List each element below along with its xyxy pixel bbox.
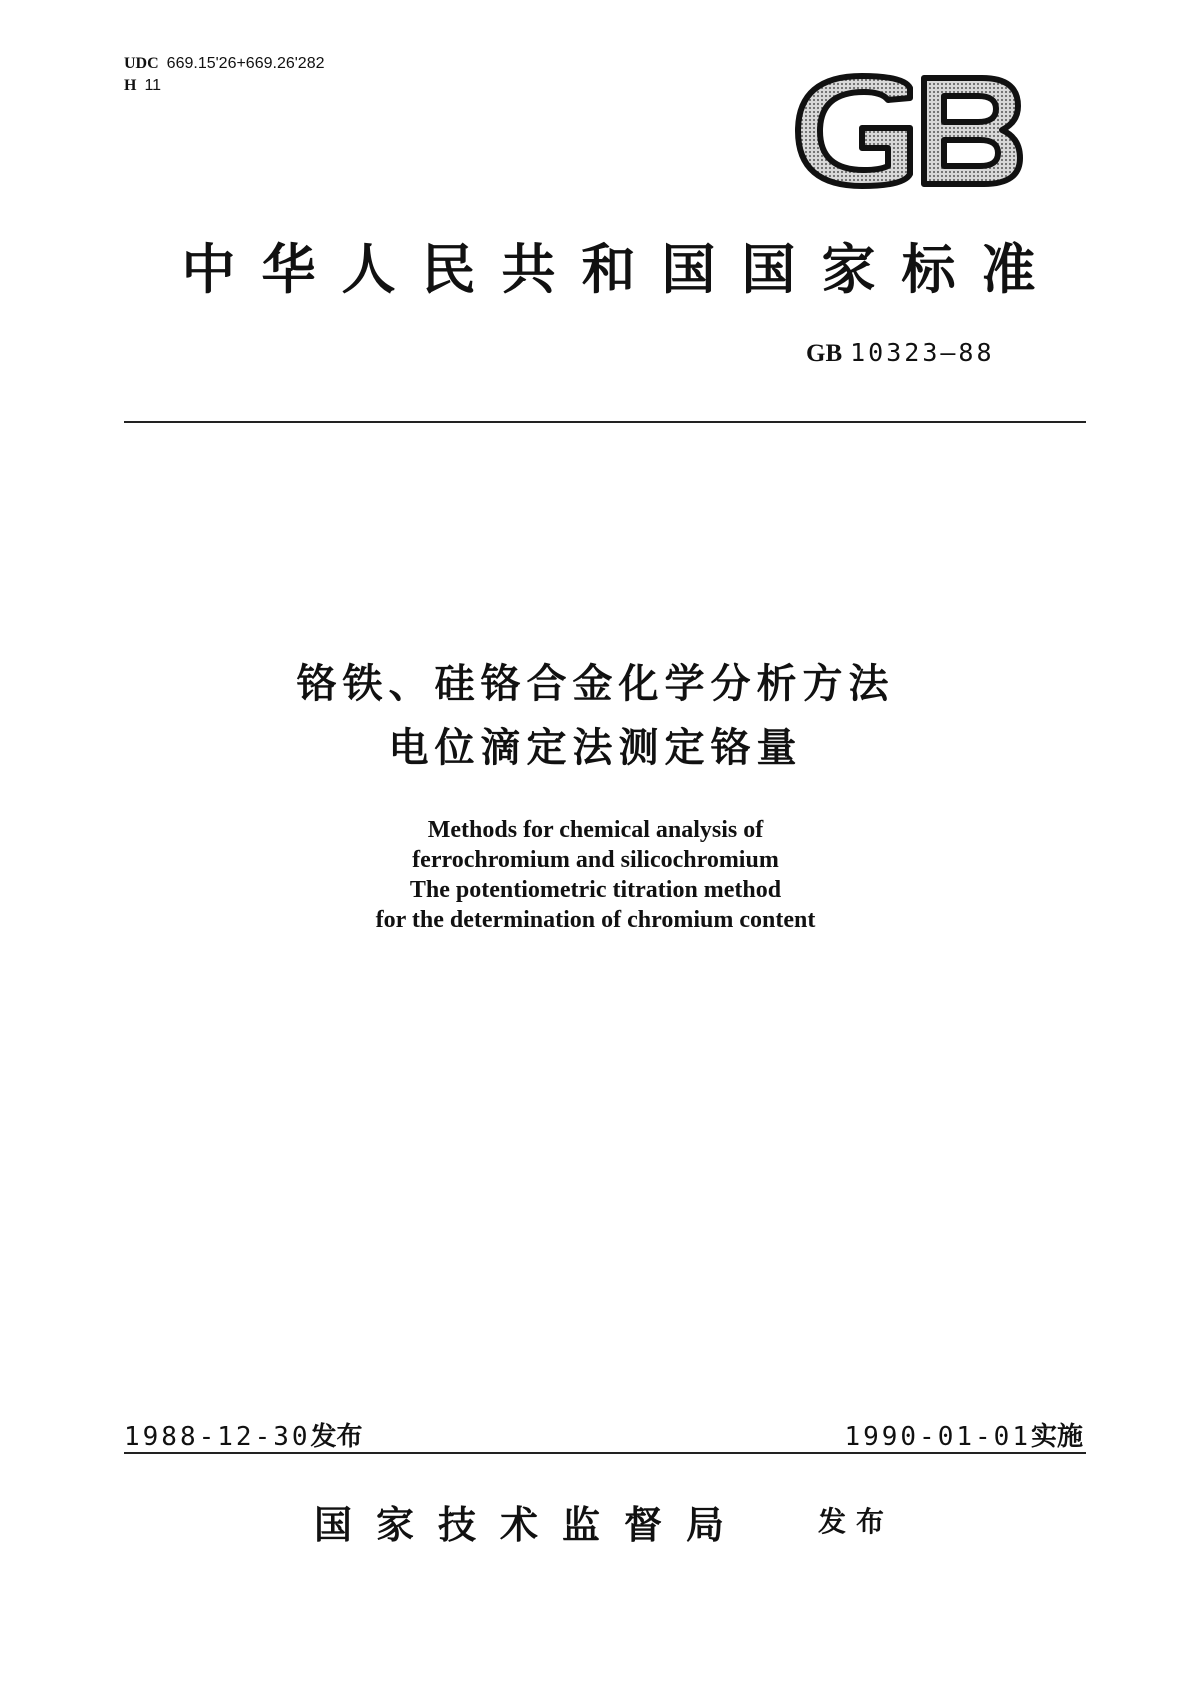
effective-date-value: 1990-01-01 bbox=[844, 1422, 1031, 1452]
standard-number-value: 10323—88 bbox=[850, 338, 995, 367]
standard-number-prefix: GB bbox=[806, 340, 843, 367]
issue-date bbox=[124, 1416, 363, 1453]
gb-logo bbox=[792, 70, 1024, 192]
udc-label: UDC bbox=[124, 55, 159, 72]
english-title-line: for the determination of chromium content bbox=[375, 907, 816, 933]
bottom-divider bbox=[124, 1452, 1086, 1454]
english-title-line: Methods for chemical analysis of bbox=[427, 817, 764, 843]
effective-date bbox=[844, 1416, 1083, 1453]
english-title-line: The potentiometric titration method bbox=[409, 877, 782, 903]
issue-date-value: 1988-12-30 bbox=[124, 1422, 311, 1452]
standard-type-heading: 中华人民共和国国家标准 bbox=[181, 237, 1062, 301]
english-title-line: ferrochromium and silicochromium bbox=[412, 847, 779, 873]
issue-date-label: 发布 bbox=[310, 1422, 363, 1452]
standard-number bbox=[806, 338, 995, 368]
udc-value: 669.15'26+669.26'282 bbox=[166, 55, 325, 72]
publisher-name: 国家技术监督局 bbox=[314, 1502, 749, 1547]
english-title bbox=[0, 815, 1191, 935]
ccs-label: H bbox=[124, 77, 137, 94]
chinese-title-line-1: 铬铁、硅铬合金化学分析方法 bbox=[296, 661, 895, 707]
ccs-code bbox=[124, 75, 325, 97]
classification-codes bbox=[124, 53, 325, 97]
publisher-suffix: 发布 bbox=[818, 1505, 895, 1538]
top-divider bbox=[124, 421, 1086, 423]
ccs-value: 11 bbox=[144, 77, 162, 94]
chinese-title-line-2: 电位滴定法测定铬量 bbox=[388, 725, 803, 771]
effective-date-label: 实施 bbox=[1030, 1422, 1083, 1452]
udc-code bbox=[124, 53, 325, 75]
